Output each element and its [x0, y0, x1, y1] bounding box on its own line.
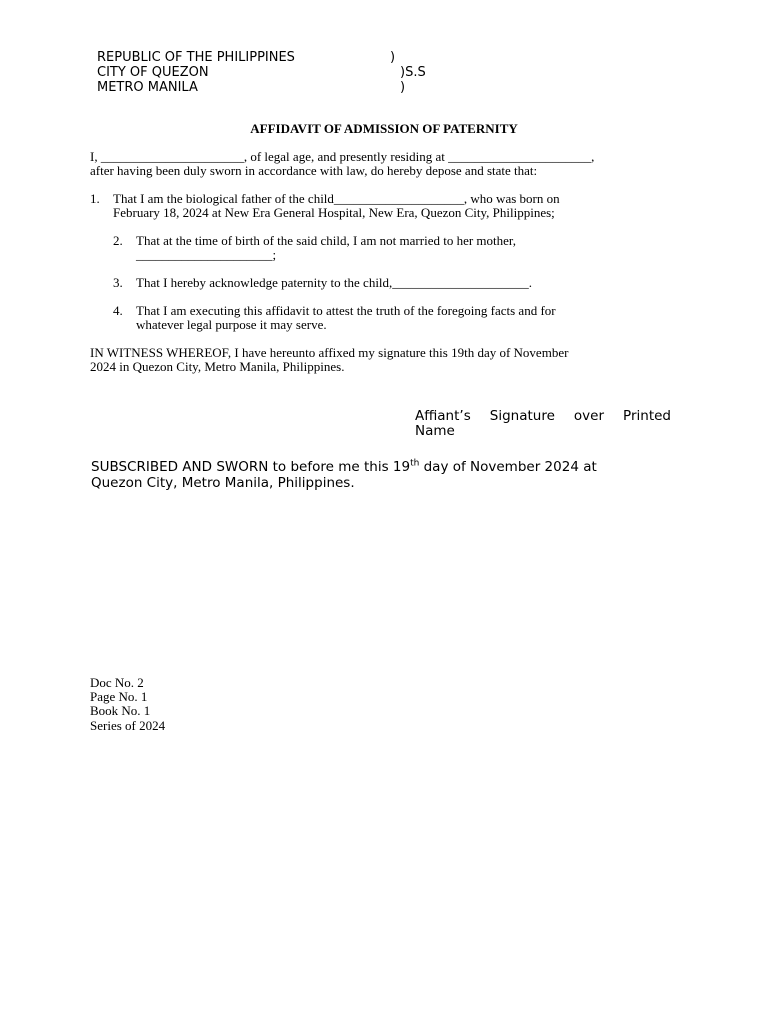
list-item-1-line-1: That I am the biological father of the child____________________, who was born on — [113, 191, 560, 206]
caption-bracket-3: ) — [400, 80, 406, 95]
book-number: Book No. 1 — [90, 703, 151, 719]
series-year: Series of 2024 — [90, 717, 166, 733]
caption-bracket-1: ) — [390, 50, 396, 65]
list-item-1-line-2: February 18, 2024 at New Era General Hospital, New Era, Quezon City, Philippines; — [113, 205, 555, 220]
list-item-number: 1. — [90, 191, 100, 206]
intro-line-2: after having been duly sworn in accordance with law, do hereby depose and state that: — [90, 163, 538, 178]
list-item-number: 2. — [113, 233, 123, 248]
witness-line-2: 2024 in Quezon City, Metro Manila, Philippines. — [90, 359, 345, 374]
list-item-2-line-1: That at the time of birth of the said child, I am not married to her mother, — [136, 233, 516, 248]
list-item-number: 4. — [113, 303, 123, 318]
list-item-3 — [113, 276, 680, 292]
list-item-4-line-2: whatever legal purpose it may serve. — [136, 317, 327, 332]
jurat-text-after: day of November 2024 at — [419, 459, 597, 475]
jurat-paragraph — [91, 459, 676, 491]
list-item-3-line-1: That I hereby acknowledge paternity to the child,_____________________. — [136, 275, 533, 290]
caption-republic: REPUBLIC OF THE PHILIPPINES — [97, 50, 295, 65]
witness-paragraph — [90, 346, 680, 374]
jurat-line-2: Quezon City, Metro Manila, Philippines. — [91, 475, 355, 491]
witness-line-1: IN WITNESS WHEREOF, I have hereunto affixed my signature this 19th day of November — [90, 345, 569, 360]
signature-line-2: Name — [415, 423, 455, 439]
list-item-1 — [90, 192, 680, 222]
intro-paragraph — [90, 150, 680, 178]
caption-region: METRO MANILA — [97, 80, 198, 95]
jurat-text-before: SUBSCRIBED AND SWORN to before me this 19 — [91, 459, 411, 475]
affiant-signature-label — [415, 409, 671, 439]
jurat-ordinal-suffix: th — [410, 458, 420, 469]
caption-ss-bracket: )S.S — [400, 65, 426, 80]
signature-line-1: Affiant’s Signature over Printed — [415, 408, 671, 424]
caption-city: CITY OF QUEZON — [97, 65, 209, 80]
doc-number: Doc No. 2 — [90, 675, 144, 690]
list-item-2 — [113, 234, 680, 264]
list-item-number: 3. — [113, 275, 123, 290]
document-title: AFFIDAVIT OF ADMISSION OF PATERNITY — [250, 121, 518, 136]
intro-line-1: I, ______________________, of legal age, and presently residing at ______________________, — [90, 149, 595, 164]
jurat-line-1 — [91, 459, 676, 475]
notarial-register-info — [90, 676, 165, 733]
page-number: Page No. 1 — [90, 689, 148, 705]
list-item-2-line-2: _____________________; — [136, 247, 277, 262]
list-item-4-line-1: That I am executing this affidavit to attest the truth of the foregoing facts and for — [136, 303, 556, 318]
list-item-4 — [113, 304, 680, 334]
